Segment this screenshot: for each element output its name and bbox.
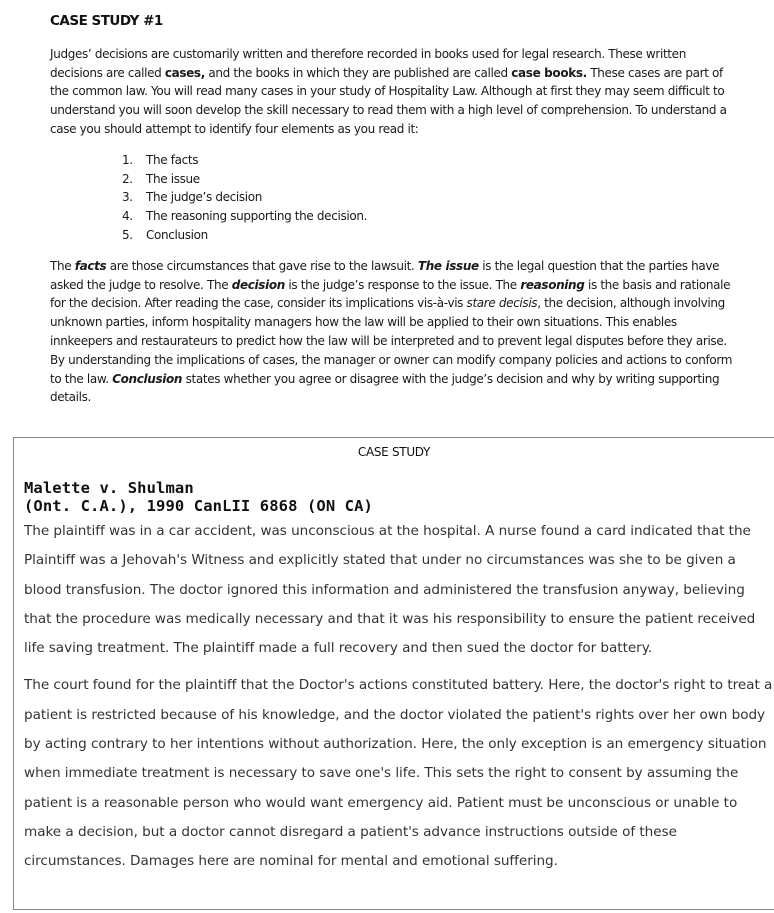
term-stare-decisis: stare decisis bbox=[466, 296, 538, 311]
text: Judges’ decisions are customarily written and therefore recorded in books used for legal research. These written decisions are called bbox=[50, 46, 686, 80]
term-case-books: case books. bbox=[511, 65, 587, 80]
text: states whether you agree or disagree with the judge’s decision and why by writing supporting details. bbox=[50, 371, 720, 405]
text: These cases are part of the common law. You will read many cases in your study of Hospitality Law. Although at first they may seem difficult to understand you will soon develop the skill necessary to read them with a high level of comprehension. To understand a case you should attempt to identify four elements as you read it: bbox=[50, 65, 727, 136]
case-facts-paragraph: The plaintiff was in a car accident, was unconscious at the hospital. A nurse found a card indicated that the Plaintiff was a Jehovah's Witness and explicitly stated that under no circumstances was she to be given a blood transfusion. The doctor ignored this information and administered the transfusion anyway, believing that the procedure was medically necessary and that it was his responsibility to ensure the patient received life saving treatment. The plaintiff made a full recovery and then sued the doctor for battery. bbox=[24, 523, 756, 657]
text: , the decision, although involving unknown parties, inform hospitality managers how the law will be applied to their own situations. This enables innkeepers and restaurateurs to predict how the law will be interpreted and to prevent legal disputes before they arise. By understanding the implications of cases, the manager or owner can modify company policies and actions to conform to the law. bbox=[50, 296, 733, 386]
text: are those circumstances that gave rise to the lawsuit. bbox=[106, 258, 418, 273]
text: is the judge’s response to the issue. The bbox=[284, 277, 521, 292]
term-cases: cases, bbox=[164, 65, 205, 80]
text: The bbox=[50, 258, 75, 273]
text: is the basis and rationale for the decision. After reading the case, consider its implications vis-à-vis bbox=[50, 277, 731, 311]
list-item: The issue bbox=[146, 171, 200, 186]
term-decision: decision bbox=[231, 277, 285, 292]
case-study-label: CASE STUDY bbox=[357, 445, 431, 459]
case-title bbox=[24, 479, 774, 515]
list-item: The judge’s decision bbox=[146, 190, 263, 205]
term-issue: The issue bbox=[417, 258, 479, 273]
text: and the books in which they are published are called bbox=[204, 65, 512, 80]
list-item: The facts bbox=[146, 152, 199, 167]
list-item: Conclusion bbox=[146, 227, 208, 242]
text: is the legal question that the parties have asked the judge to resolve. The bbox=[50, 258, 720, 292]
intro-section bbox=[50, 12, 740, 407]
intro-heading: CASE STUDY #1 bbox=[50, 13, 163, 29]
definitions-paragraph bbox=[50, 257, 740, 407]
case-citation: (Ont. C.A.), 1990 CanLII 6868 (ON CA) bbox=[24, 497, 373, 515]
term-conclusion: Conclusion bbox=[112, 371, 183, 386]
case-name: Malette v. Shulman bbox=[24, 479, 194, 497]
intro-paragraph bbox=[50, 45, 740, 139]
case-decision-paragraph: The court found for the plaintiff that the Doctor's actions constituted battery. Here, the doctor's right to treat a patient is restricted because of his knowledge, and the doctor violated the patient's rights over her own body by acting contrary to her intentions without authorization. Here, the only exception is an emergency situation when immediate treatment is necessary to save one's life. This sets the right to consent by assuming the patient is a reasonable person who would want emergency aid. Patient must be unconscious or unable to make a decision, but a doctor cannot disregard a patient's advance instructions outside of these circumstances. Damages here are nominal for mental and emotional suffering. bbox=[24, 677, 773, 870]
list-item: The reasoning supporting the decision. bbox=[146, 209, 368, 224]
term-facts: facts bbox=[74, 258, 107, 273]
elements-list bbox=[50, 151, 740, 245]
case-study-box bbox=[13, 437, 774, 910]
case-body bbox=[24, 517, 774, 877]
term-reasoning: reasoning bbox=[520, 277, 585, 292]
